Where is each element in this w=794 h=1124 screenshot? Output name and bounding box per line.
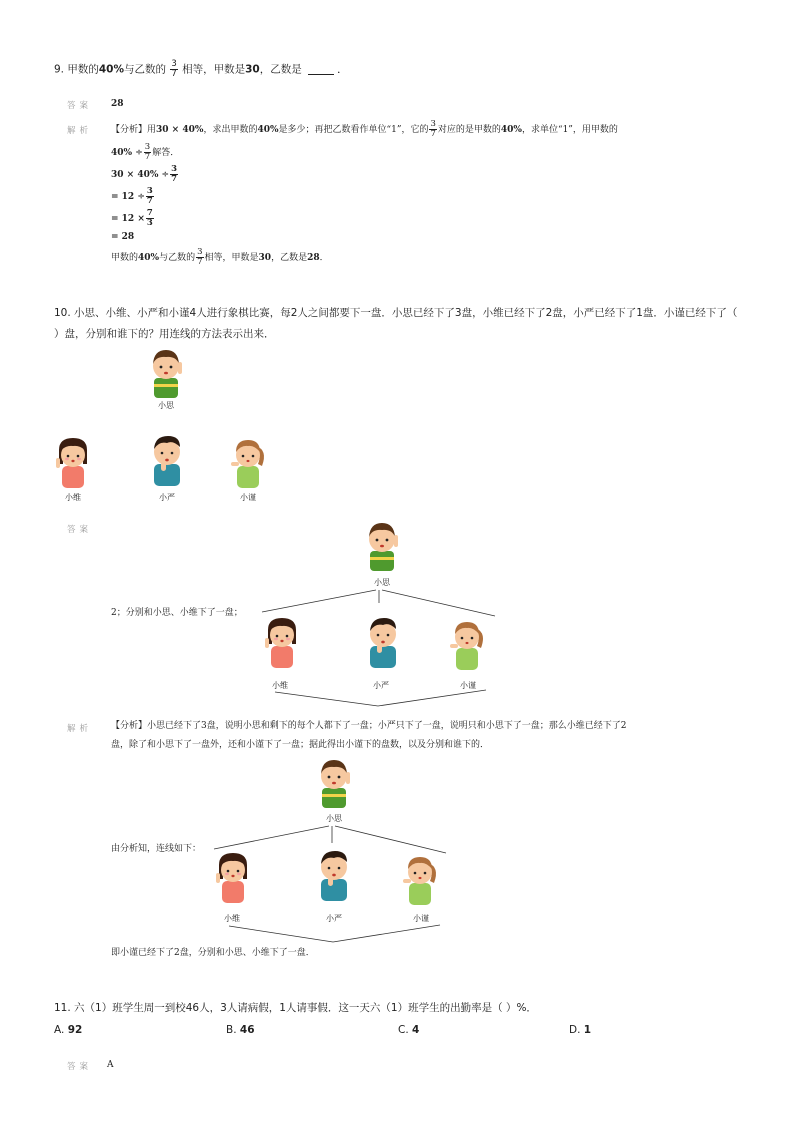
q10-analysis-line3: 由分析知，连线如下： (111, 844, 202, 854)
q9-conclusion: 甲数的40%与乙数的 $\frac{3}{7}$ 相等，甲数是30，乙数是28． (111, 247, 329, 267)
answer-kid-name-xiaojin: 小谨 (460, 681, 476, 690)
q10-stem-line2: ）盘，分别和谁下的？用连线的方法表示出来． (54, 328, 275, 340)
q9-analysis-line2: 40% ÷ $\frac{3}{7}$ 解答． (111, 142, 180, 162)
q11-answer-label: 答案 (67, 1062, 93, 1072)
q11-option-d[interactable]: D. 1 (569, 1024, 592, 1036)
q9-analysis-line1: 【分析】用30 × 40%，求出甲数的40%是多少；再把乙数看作单位“1”，它的 $\frac{3}{7}$ 对应的是甲数的40%，求单位“1”，用甲数的 (111, 119, 618, 139)
kid-name-xiaosi: 小思 (158, 401, 174, 410)
q9-answer: 28 (111, 99, 124, 109)
q10-analysis-line2: 盘，除了和小思下了一盘外，还和小谨下了一盘；据此得出小谨下的盘数，以及分别和谁下的． (111, 740, 490, 750)
analysis-kid-xiaowei-avatar (213, 847, 253, 905)
answer-kid-name-xiaoyan: 小严 (373, 681, 389, 690)
q11-option-b[interactable]: B. 46 (226, 1024, 255, 1036)
kid-name-xiaoyan: 小严 (159, 493, 175, 502)
q9-stem: 9. 甲数的40%与乙数的 $\frac{3}{7}$ 相等，甲数是30，乙数是 ． (54, 59, 348, 79)
analysis-kid-xiaojin-avatar (400, 849, 440, 907)
analysis-kid-xiaoyan-avatar (314, 845, 354, 903)
q9-analysis-label: 解析 (67, 126, 93, 136)
q10-stem-line1: 10. 小思、小维、小严和小谨4人进行象棋比赛，每2人之间都要下一盘．小思已经下了3盘，小维已经下了2盘，小严已经下了1盘．小谨已经下了（ (54, 307, 738, 319)
kid-name-xiaojin: 小谨 (240, 493, 256, 502)
q11-option-a[interactable]: A. 92 (54, 1024, 83, 1036)
q10-analysis-line1: 【分析】小思已经下了3盘，说明小思和剩下的每个人都下了一盘；小严只下了一盘，说明只和小思下了一盘；那么小维已经下了2 (111, 721, 627, 731)
q11-option-c[interactable]: C. 4 (398, 1024, 420, 1036)
q9-step1: 30 × 40% ÷ $\frac{3}{7}$ (111, 164, 178, 184)
q9-step3: = 12 × $\frac{7}{3}$ (111, 208, 153, 228)
q9-answer-label: 答案 (67, 101, 93, 111)
analysis-kid-name-xiaowei: 小维 (224, 914, 240, 923)
kid-name-xiaowei: 小维 (65, 493, 81, 502)
analysis-kid-name-xiaosi: 小思 (326, 814, 342, 823)
q10-answer-text: 2；分别和小思、小维下了一盘； (111, 608, 243, 618)
q10-analysis-line4: 即小谨已经下了2盘，分别和小思、小维下了一盘． (111, 948, 315, 958)
answer-kid-name-xiaosi: 小思 (374, 578, 390, 587)
answer-kid-name-xiaowei: 小维 (272, 681, 288, 690)
q10-analysis-label: 解析 (67, 724, 93, 734)
analysis-kid-name-xiaojin: 小谨 (413, 914, 429, 923)
q11-stem: 11. 六（1）班学生周一到校46人，3人请病假，1人请事假．这一天六（1）班学生的出勤率是（ ）%． (54, 1002, 537, 1014)
q9-step2: = 12 ÷ $\frac{3}{7}$ (111, 186, 153, 206)
q11-answer: A (107, 1060, 114, 1070)
q10-answer-label: 答案 (67, 525, 93, 535)
analysis-kid-name-xiaoyan: 小严 (326, 914, 342, 923)
q9-step4: = 28 (111, 232, 135, 242)
